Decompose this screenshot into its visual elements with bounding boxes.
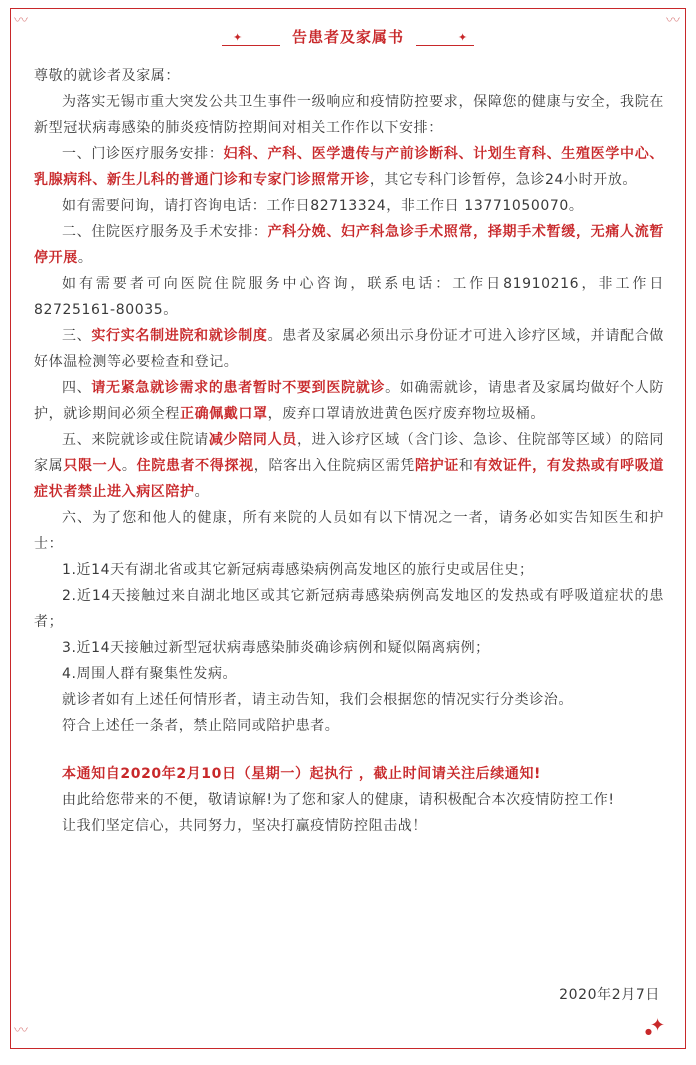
section-5-highlight-2: 只限一人 — [63, 458, 122, 474]
section-5-suffix: 。 — [194, 484, 210, 500]
section-5 — [34, 427, 664, 505]
sparkle-icon-left: ✦ — [233, 31, 243, 44]
list-item: 2.近14天接触过来自湖北地区或其它新冠病毒感染病例高发地区的发热或有呼吸道症状的患者； — [34, 588, 664, 630]
section-3-highlight: 实行实名制进院和就诊制度 — [91, 328, 268, 344]
corner-swirl-icon-top-left: 〰 — [14, 13, 28, 29]
list-item: 1.近14天有湖北省或其它新冠病毒感染病例高发地区的旅行史或居住史； — [62, 562, 534, 578]
title-header — [0, 22, 696, 52]
section-6-note-1: 就诊者如有上述任何情形者，请主动告知，我们会根据您的情况实行分类诊治。 — [62, 692, 573, 708]
section-2-highlight: 产科分娩、妇产科急诊手术照常，择期手术暂缓，无痛人流暂停开展 — [34, 224, 664, 266]
section-1-prefix: 一、门诊医疗服务安排： — [62, 146, 224, 162]
effective-notice: 本通知自2020年2月10日（星期一）起执行 ，截止时间请关注后续通知! — [62, 766, 542, 782]
section-5-mid-2: 。 — [121, 458, 137, 474]
star-icon: ✦ — [650, 1015, 666, 1036]
section-3 — [34, 323, 664, 375]
section-6-note-2: 符合上述任一条者，禁止陪同或陪护患者。 — [62, 718, 340, 734]
section-4-highlight-2: 正确佩戴口罩 — [180, 406, 268, 422]
title-line-right — [416, 45, 474, 46]
section-1-suffix: ，其它专科门诊暂停，急诊24小时开放。 — [369, 172, 638, 188]
list-item: 3.近14天接触过新型冠状病毒感染肺炎确诊病例和疑似隔离病例； — [62, 640, 490, 656]
page-title: 告患者及家属书 — [291, 28, 404, 46]
letter-body — [34, 63, 664, 839]
section-5-mid-4: 和 — [458, 458, 474, 474]
apology-paragraph: 由此给您带来的不便，敬请谅解!为了您和家人的健康，请积极配合本次疫情防控工作! — [62, 792, 615, 808]
list-item: 4.周围人群有聚集性发病。 — [62, 666, 238, 682]
section-5-highlight-5: 有效证件，有发热或有呼吸道症状者禁止进入病区陪护 — [34, 458, 664, 500]
sparkle-icon-right: ✦ — [458, 31, 468, 44]
section-3-suffix: 。患者及家属必须出示身份证才可进入诊疗区域，并请配合做好体温检测等必要检查和登记。 — [34, 328, 664, 370]
section-4-suffix: ，废弃口罩请放进黄色医疗废弃物垃圾桶。 — [267, 406, 546, 422]
section-4 — [34, 375, 664, 427]
section-5-mid-1: ，进入诊疗区域（含门诊、急诊、住院部等区域）的陪同家属 — [34, 432, 665, 474]
section-5-mid-3: ，陪客出入住院病区需凭 — [253, 458, 415, 474]
corner-swirl-icon-bottom-left: 〰 — [14, 1023, 28, 1039]
section-2-contact: 如有需要者可向医院住院服务中心咨询，联系电话：工作日81910216，非工作日82725161-80035。 — [34, 276, 664, 318]
signature-date: 2020年2月7日 — [559, 987, 660, 1003]
star-dot-icon: ● — [645, 1027, 652, 1036]
section-3-prefix: 三、 — [62, 328, 92, 344]
section-1-contact: 如有需要问询，请打咨询电话：工作日82713324，非工作日 13771050070。 — [62, 198, 584, 214]
section-4-mid: 。如确需就诊，请患者及家属均做好个人防护，就诊期间必须全程 — [34, 380, 665, 422]
section-4-prefix: 四、 — [62, 380, 92, 396]
section-5-highlight-3: 住院患者不得探视 — [136, 458, 254, 474]
corner-swirl-icon-top-right: 〰 — [666, 13, 680, 29]
section-2-prefix: 二、住院医疗服务及手术安排： — [62, 224, 268, 240]
section-2-suffix: 。 — [77, 250, 93, 266]
section-2 — [34, 219, 664, 271]
section-5-prefix: 五、来院就诊或住院请 — [62, 432, 209, 448]
section-1-highlight: 妇科、产科、医学遗传与产前诊断科、计划生育科、生殖医学中心、乳腺病科、新生儿科的普通门诊和专家门诊照常开诊 — [34, 146, 665, 188]
intro-paragraph: 为落实无锡市重大突发公共卫生事件一级响应和疫情防控要求，保障您的健康与安全，我院在新型冠状病毒感染的肺炎疫情防控期间对相关工作作以下安排： — [34, 94, 664, 136]
section-4-highlight-1: 请无紧急就诊需求的患者暂时不要到医院就诊 — [91, 380, 386, 396]
slogan: 让我们坚定信心，共同努力，坚决打赢疫情防控阻击战！ — [62, 818, 427, 834]
section-5-highlight-1: 减少陪同人员 — [208, 432, 297, 448]
section-6-intro: 六、为了您和他人的健康，所有来院的人员如有以下情况之一者，请务必如实告知医生和护士： — [34, 510, 664, 552]
greeting: 尊敬的就诊者及家属： — [34, 68, 180, 84]
section-5-highlight-4: 陪护证 — [414, 458, 459, 474]
section-1 — [34, 141, 664, 193]
